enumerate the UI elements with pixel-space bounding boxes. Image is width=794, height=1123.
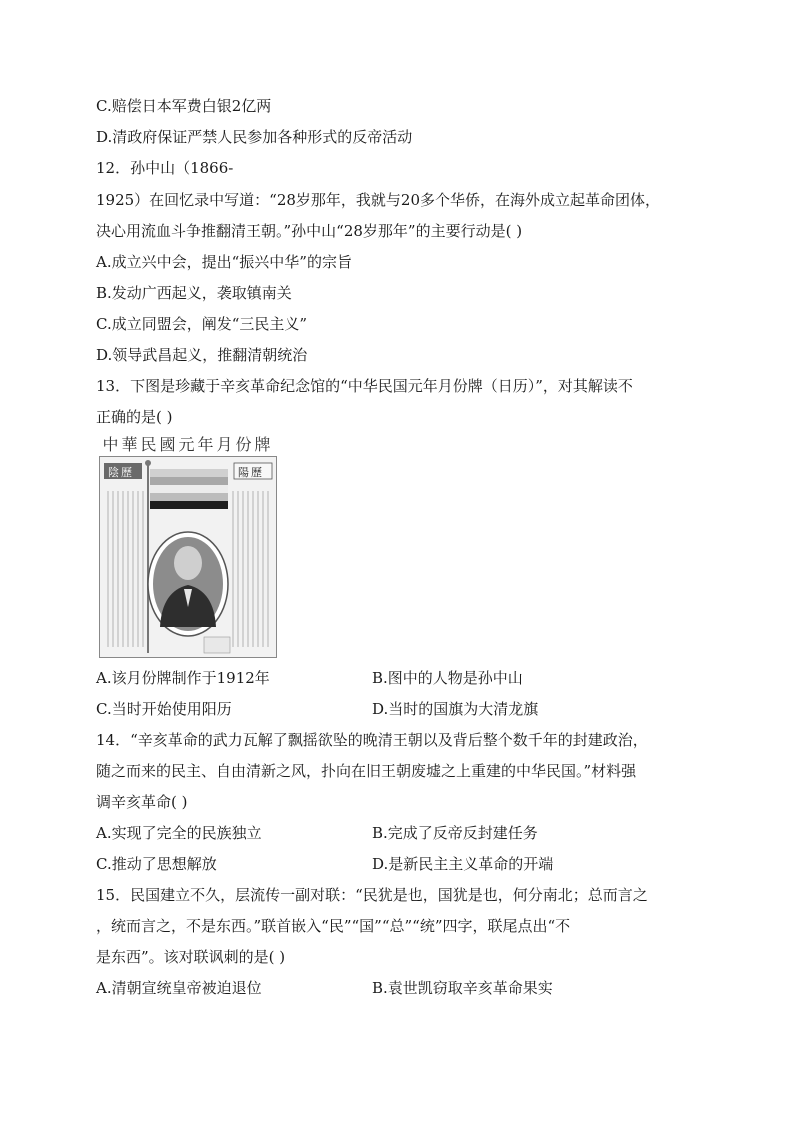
q11-option-c: C.赔偿日本军费白银2亿两 xyxy=(96,97,272,115)
q15-option-a: A.清朝宣统皇帝被迫退位 xyxy=(96,979,262,997)
q14-option-a: A.实现了完全的民族独立 xyxy=(96,824,262,842)
q14-stem-line1: 14．“辛亥革命的武力瓦解了飘摇欲坠的晚清王朝以及背后整个数千年的封建政治， xyxy=(96,731,648,749)
calendar-illustration xyxy=(100,457,276,657)
q12-option-c: C.成立同盟会，阐发“三民主义” xyxy=(96,315,308,333)
q12-stem-line1: 12．孙中山（1866- xyxy=(96,159,234,177)
q15-stem-line3: 是东西”。该对联讽刺的是( ) xyxy=(96,948,286,966)
q15-option-b: B.袁世凯窃取辛亥革命果实 xyxy=(372,979,553,997)
q15-stem-line2: ，统而言之，不是东西。”联首嵌入“民”“国”“总”“统”四字，联尾点出“不 xyxy=(96,917,571,935)
q14-stem-line3: 调辛亥革命( ) xyxy=(96,793,188,811)
q14-option-c: C.推动了思想解放 xyxy=(96,855,217,873)
q13-option-a: A.该月份牌制作于1912年 xyxy=(96,669,270,687)
calendar-title: 中華民國元年月份牌 xyxy=(102,435,274,454)
q14-option-d: D.是新民主主义革命的开端 xyxy=(372,855,554,873)
q12-stem-line3: 决心用流血斗争推翻清王朝。”孙中山“28岁那年”的主要行动是( ) xyxy=(96,222,523,240)
q14-stem-line2: 随之而来的民主、自由清新之风，扑向在旧王朝废墟之上重建的中华民国。”材料强 xyxy=(96,762,637,780)
q12-option-a: A.成立兴中会，提出“振兴中华”的宗旨 xyxy=(96,253,352,271)
q12-option-d: D.领导武昌起义，推翻清朝统治 xyxy=(96,346,308,364)
q12-stem-line2: 1925）在回忆录中写道：“28岁那年，我就与20多个华侨，在海外成立起革命团体， xyxy=(96,191,661,209)
q11-option-d: D.清政府保证严禁人民参加各种形式的反帝活动 xyxy=(96,128,413,146)
q13-stem-line1: 13．下图是珍藏于辛亥革命纪念馆的“中华民国元年月份牌（日历）”，对其解读不 xyxy=(96,377,633,395)
q13-option-b: B.图中的人物是孙中山 xyxy=(372,669,523,687)
q15-stem-line1: 15．民国建立不久，层流传一副对联：“民犹是也，国犹是也，何分南北；总而言之 xyxy=(96,886,648,904)
q14-option-b: B.完成了反帝反封建任务 xyxy=(372,824,538,842)
five-color-flag-icon xyxy=(150,469,228,509)
q13-option-c: C.当时开始使用阳历 xyxy=(96,700,232,718)
calendar-left-label: 陰歷 xyxy=(108,466,134,479)
calendar-frame xyxy=(99,456,277,658)
q12-option-b: B.发动广西起义，袭取镇南关 xyxy=(96,284,292,302)
q13-option-d: D.当时的国旗为大清龙旗 xyxy=(372,700,539,718)
calendar-figure xyxy=(97,432,279,658)
calendar-right-label: 陽歷 xyxy=(238,466,264,479)
q13-stem-line2: 正确的是( ) xyxy=(96,408,173,426)
